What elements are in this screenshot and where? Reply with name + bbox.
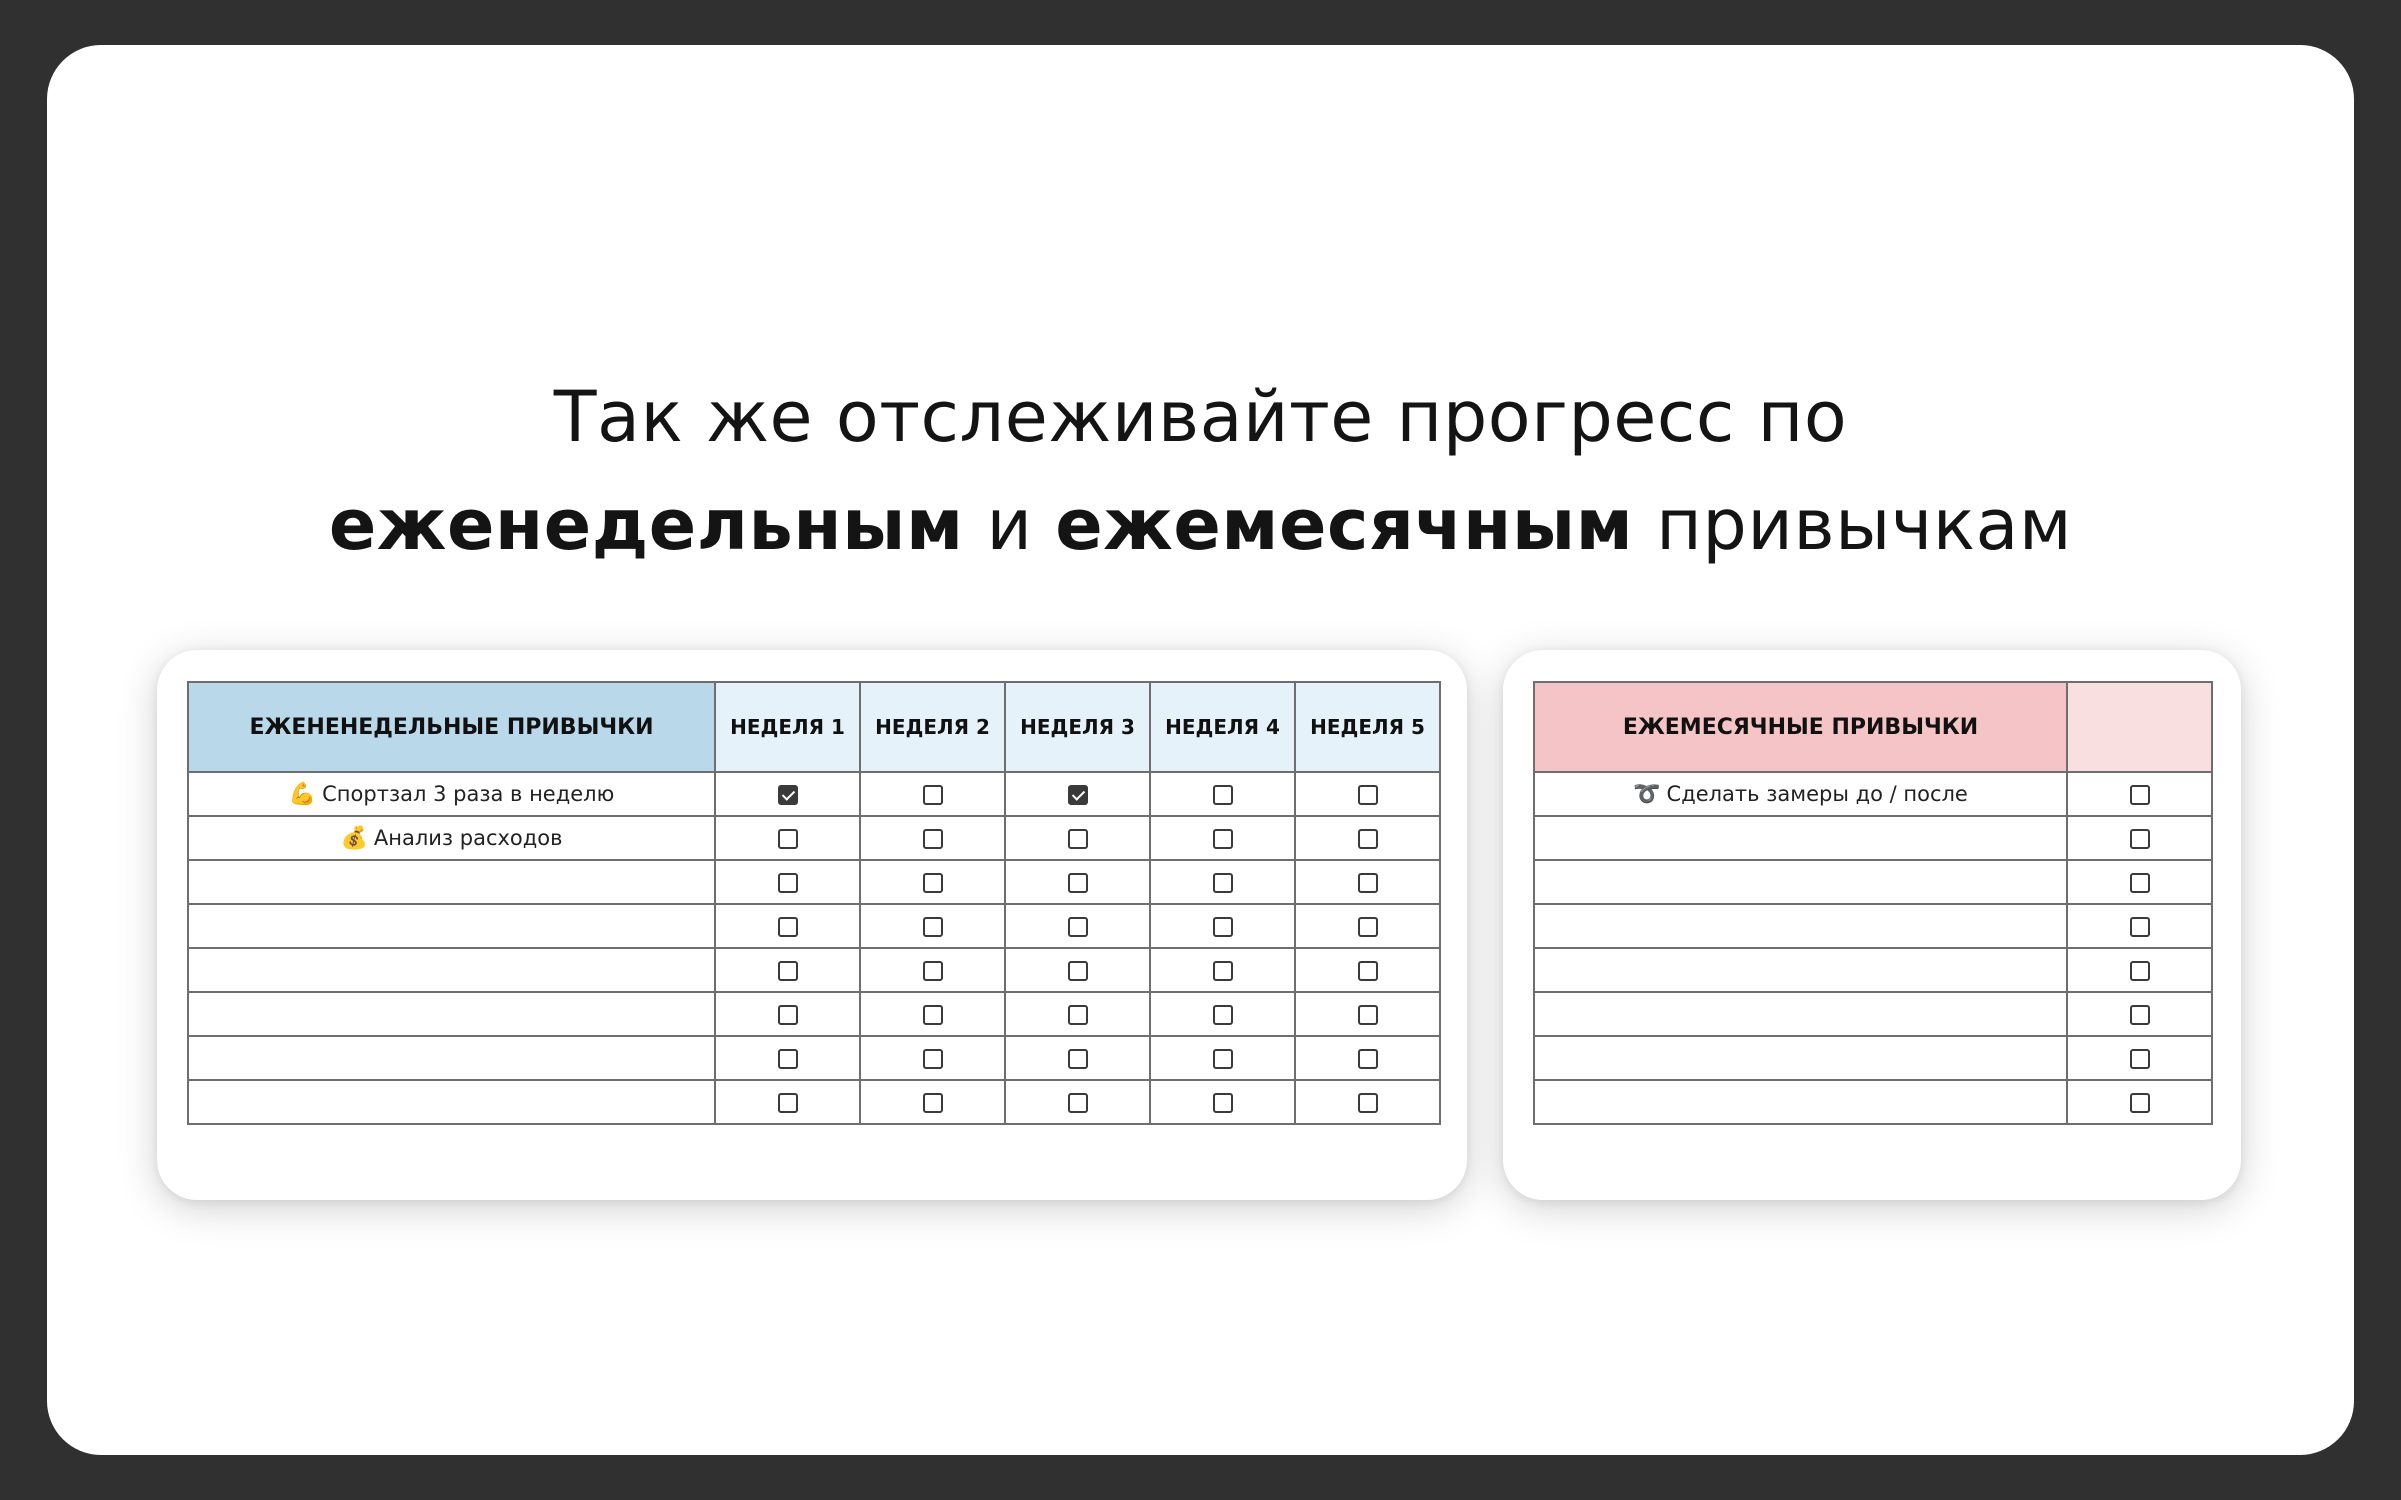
- weekly-habit-name-cell[interactable]: [188, 1036, 715, 1080]
- week-3-checkbox[interactable]: [1068, 829, 1088, 849]
- monthly-status-cell: [2067, 1036, 2212, 1080]
- week-1-cell: [715, 772, 860, 816]
- weekly-habit-name-cell[interactable]: [188, 772, 715, 816]
- week-2-cell: [860, 772, 1005, 816]
- week-3-cell: [1005, 948, 1150, 992]
- week-3-checkbox[interactable]: [1068, 873, 1088, 893]
- week-5-cell: [1295, 860, 1440, 904]
- week-5-header: НЕДЕЛЯ 5: [1295, 682, 1440, 772]
- week-2-cell: [860, 1080, 1005, 1124]
- monthly-habit-name-cell[interactable]: [1534, 772, 2067, 816]
- weekly-table-row: [188, 948, 1440, 992]
- monthly-table-row: [1534, 904, 2212, 948]
- weekly-habit-label: Анализ расходов: [373, 826, 563, 851]
- headline-ending: привычкам: [1633, 484, 2073, 566]
- week-2-cell: [860, 904, 1005, 948]
- monthly-table-row: [1534, 992, 2212, 1036]
- weekly-habit-name-cell[interactable]: [188, 1080, 715, 1124]
- week-4-checkbox[interactable]: [1213, 873, 1233, 893]
- week-4-checkbox[interactable]: [1213, 1093, 1233, 1113]
- week-1-cell: [715, 948, 860, 992]
- week-3-cell: [1005, 1080, 1150, 1124]
- weekly-table-row: [188, 992, 1440, 1036]
- week-2-checkbox[interactable]: [923, 829, 943, 849]
- week-3-cell: [1005, 992, 1150, 1036]
- week-3-cell: [1005, 904, 1150, 948]
- week-1-checkbox[interactable]: [778, 917, 798, 937]
- week-3-checkbox[interactable]: [1068, 785, 1088, 805]
- week-2-cell: [860, 860, 1005, 904]
- monthly-checkbox[interactable]: [2130, 917, 2150, 937]
- weekly-habit-name-cell[interactable]: [188, 860, 715, 904]
- weekly-habit-name-cell[interactable]: [188, 904, 715, 948]
- monthly-habit-name-cell[interactable]: [1534, 1080, 2067, 1124]
- weekly-habits-table: [187, 681, 1441, 1125]
- week-3-cell: [1005, 772, 1150, 816]
- monthly-habit-label: Сделать замеры до / после: [1666, 782, 1968, 807]
- week-1-checkbox[interactable]: [778, 961, 798, 981]
- monthly-checkbox[interactable]: [2130, 785, 2150, 805]
- week-5-checkbox[interactable]: [1358, 961, 1378, 981]
- week-5-checkbox[interactable]: [1358, 1049, 1378, 1069]
- week-2-cell: [860, 992, 1005, 1036]
- week-2-checkbox[interactable]: [923, 873, 943, 893]
- week-2-checkbox[interactable]: [923, 917, 943, 937]
- monthly-checkbox[interactable]: [2130, 829, 2150, 849]
- monthly-habit-name-cell[interactable]: [1534, 816, 2067, 860]
- week-5-cell: [1295, 948, 1440, 992]
- monthly-status-cell: [2067, 816, 2212, 860]
- monthly-status-cell: [2067, 772, 2212, 816]
- week-1-checkbox[interactable]: [778, 873, 798, 893]
- week-5-checkbox[interactable]: [1358, 1005, 1378, 1025]
- monthly-checkbox[interactable]: [2130, 1049, 2150, 1069]
- week-1-cell: [715, 1036, 860, 1080]
- week-3-checkbox[interactable]: [1068, 1049, 1088, 1069]
- week-5-checkbox[interactable]: [1358, 1093, 1378, 1113]
- week-5-cell: [1295, 816, 1440, 860]
- week-3-header: НЕДЕЛЯ 3: [1005, 682, 1150, 772]
- week-2-checkbox[interactable]: [923, 1093, 943, 1113]
- monthly-checkbox[interactable]: [2130, 1005, 2150, 1025]
- week-4-cell: [1150, 816, 1295, 860]
- weekly-habits-card: [157, 650, 1467, 1200]
- monthly-habits-table: [1533, 681, 2213, 1125]
- week-1-cell: [715, 992, 860, 1036]
- monthly-table-row: [1534, 1080, 2212, 1124]
- week-5-cell: [1295, 772, 1440, 816]
- weekly-table-row: [188, 772, 1440, 816]
- headline-monthly-word: ежемесячным: [1055, 484, 1634, 566]
- monthly-status-header: [2067, 682, 2212, 772]
- week-3-cell: [1005, 816, 1150, 860]
- monthly-habits-card: [1503, 650, 2241, 1200]
- monthly-habit-name-cell[interactable]: [1534, 992, 2067, 1036]
- week-3-checkbox[interactable]: [1068, 1005, 1088, 1025]
- week-5-checkbox[interactable]: [1358, 873, 1378, 893]
- monthly-habits-title: ЕЖЕМЕСЯЧНЫЕ ПРИВЫЧКИ: [1534, 682, 2067, 772]
- measuring-tape-icon: ➰: [1633, 781, 1661, 807]
- week-4-cell: [1150, 1036, 1295, 1080]
- week-4-checkbox[interactable]: [1213, 1005, 1233, 1025]
- week-1-checkbox[interactable]: [778, 829, 798, 849]
- week-4-checkbox[interactable]: [1213, 829, 1233, 849]
- week-5-cell: [1295, 1080, 1440, 1124]
- week-1-checkbox[interactable]: [778, 1049, 798, 1069]
- week-4-cell: [1150, 904, 1295, 948]
- week-2-cell: [860, 948, 1005, 992]
- monthly-habit-name-cell[interactable]: [1534, 1036, 2067, 1080]
- week-1-header: НЕДЕЛЯ 1: [715, 682, 860, 772]
- week-4-checkbox[interactable]: [1213, 785, 1233, 805]
- flexed-biceps-icon: 💪: [288, 781, 317, 807]
- week-4-checkbox[interactable]: [1213, 917, 1233, 937]
- week-4-checkbox[interactable]: [1213, 1049, 1233, 1069]
- monthly-checkbox[interactable]: [2130, 873, 2150, 893]
- headline-connector: и: [963, 484, 1056, 566]
- monthly-status-cell: [2067, 904, 2212, 948]
- week-4-header: НЕДЕЛЯ 4: [1150, 682, 1295, 772]
- week-4-cell: [1150, 948, 1295, 992]
- weekly-habit-name-cell[interactable]: [188, 816, 715, 860]
- week-5-checkbox[interactable]: [1358, 829, 1378, 849]
- week-4-cell: [1150, 1080, 1295, 1124]
- monthly-checkbox[interactable]: [2130, 961, 2150, 981]
- headline: [47, 363, 2354, 579]
- week-1-checkbox[interactable]: [778, 785, 798, 805]
- monthly-status-cell: [2067, 1080, 2212, 1124]
- week-1-checkbox[interactable]: [778, 1005, 798, 1025]
- headline-line-1: Так же отслеживайте прогресс по: [553, 376, 1848, 458]
- week-5-cell: [1295, 904, 1440, 948]
- monthly-status-cell: [2067, 992, 2212, 1036]
- week-1-cell: [715, 816, 860, 860]
- week-4-cell: [1150, 992, 1295, 1036]
- weekly-table-row: [188, 904, 1440, 948]
- monthly-status-cell: [2067, 948, 2212, 992]
- slide-card: [47, 45, 2354, 1455]
- week-4-cell: [1150, 772, 1295, 816]
- monthly-table-row: [1534, 860, 2212, 904]
- week-3-checkbox[interactable]: [1068, 961, 1088, 981]
- monthly-habit-name-cell[interactable]: [1534, 948, 2067, 992]
- monthly-table-row: [1534, 816, 2212, 860]
- week-2-checkbox[interactable]: [923, 961, 943, 981]
- week-2-header: НЕДЕЛЯ 2: [860, 682, 1005, 772]
- week-2-checkbox[interactable]: [923, 1049, 943, 1069]
- monthly-habit-name-cell[interactable]: [1534, 860, 2067, 904]
- week-1-cell: [715, 904, 860, 948]
- week-1-cell: [715, 860, 860, 904]
- week-2-checkbox[interactable]: [923, 785, 943, 805]
- weekly-habit-name-cell[interactable]: [188, 948, 715, 992]
- week-1-checkbox[interactable]: [778, 1093, 798, 1113]
- week-3-checkbox[interactable]: [1068, 917, 1088, 937]
- week-4-cell: [1150, 860, 1295, 904]
- week-1-cell: [715, 1080, 860, 1124]
- monthly-table-row: [1534, 772, 2212, 816]
- weekly-habit-name-cell[interactable]: [188, 992, 715, 1036]
- week-5-checkbox[interactable]: [1358, 917, 1378, 937]
- week-4-checkbox[interactable]: [1213, 961, 1233, 981]
- monthly-table-row: [1534, 1036, 2212, 1080]
- monthly-table-row: [1534, 948, 2212, 992]
- weekly-table-row: [188, 1036, 1440, 1080]
- week-3-checkbox[interactable]: [1068, 1093, 1088, 1113]
- week-5-cell: [1295, 1036, 1440, 1080]
- weekly-habits-title: ЕЖЕНЕНЕДЕЛЬНЫЕ ПРИВЫЧКИ: [188, 682, 715, 772]
- weekly-habit-label: Спортзал 3 раза в неделю: [322, 782, 615, 807]
- headline-line-2: [47, 471, 2354, 579]
- weekly-table-row: [188, 860, 1440, 904]
- weekly-table-row: [188, 1080, 1440, 1124]
- weekly-table-row: [188, 816, 1440, 860]
- monthly-checkbox[interactable]: [2130, 1093, 2150, 1113]
- money-bag-icon: 💰: [340, 825, 368, 851]
- week-5-cell: [1295, 992, 1440, 1036]
- week-3-cell: [1005, 860, 1150, 904]
- monthly-habit-name-cell[interactable]: [1534, 904, 2067, 948]
- week-2-cell: [860, 816, 1005, 860]
- headline-weekly-word: еженедельным: [328, 484, 964, 566]
- monthly-status-cell: [2067, 860, 2212, 904]
- week-2-checkbox[interactable]: [923, 1005, 943, 1025]
- week-3-cell: [1005, 1036, 1150, 1080]
- week-2-cell: [860, 1036, 1005, 1080]
- week-5-checkbox[interactable]: [1358, 785, 1378, 805]
